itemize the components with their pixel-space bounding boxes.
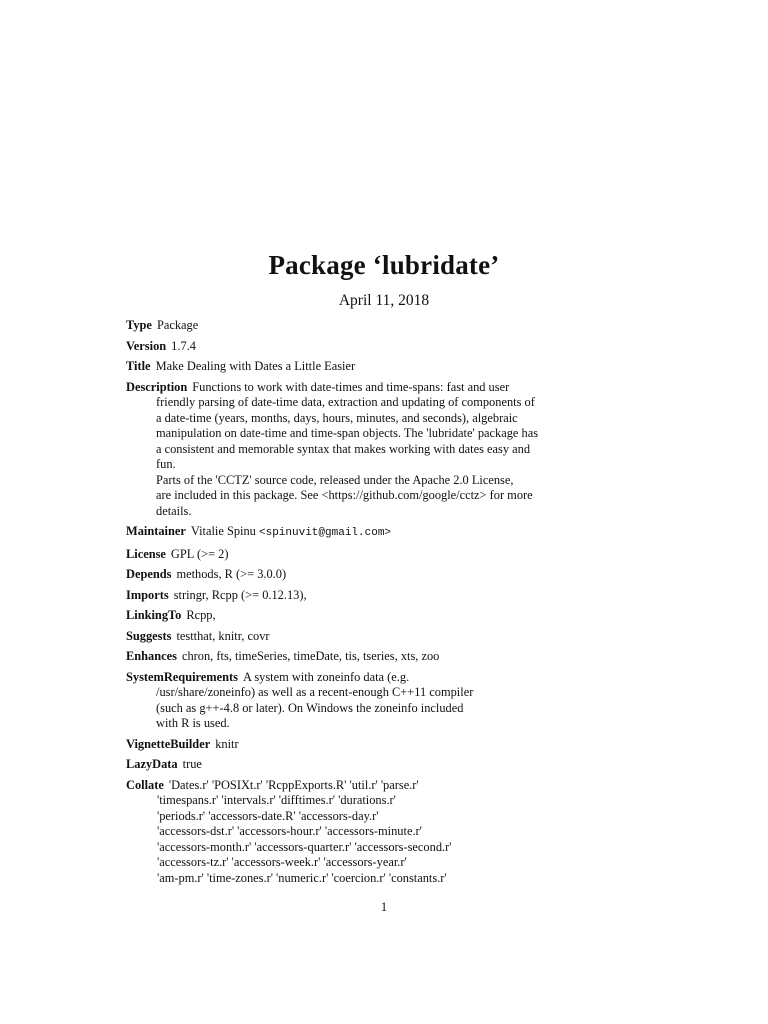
field-lazydata (126, 757, 556, 773)
field-key: LinkingTo (126, 608, 182, 622)
maintainer-email: <spinuvit@gmail.com> (259, 527, 392, 539)
field-value-line: manipulation on date-time and time-span objects. The 'lubridate' package has (156, 426, 539, 440)
field-key: LazyData (126, 757, 178, 771)
field-value-line: a date-time (years, months, days, hours, minutes, and seconds), algebraic (156, 410, 518, 425)
field-value-line: friendly parsing of date-time data, extraction and updating of components of (156, 395, 535, 409)
field-imports (126, 588, 556, 604)
field-key: Suggests (126, 628, 172, 643)
field-enhances (126, 649, 556, 665)
field-value: knitr (215, 736, 239, 751)
field-value-line: details. (156, 503, 192, 518)
field-value-line: 'am-pm.r' 'time-zones.r' 'numeric.r' 'coercion.r' 'constants.r' (157, 870, 447, 885)
field-depends (126, 567, 556, 583)
field-systemrequirements (126, 670, 556, 732)
page-number: 1 (380, 900, 388, 914)
field-value-line: are included in this package. See <https://github.com/google/cctz> for more (156, 488, 533, 502)
field-value: Make Dealing with Dates a Little Easier (155, 359, 356, 373)
field-type (126, 318, 556, 334)
field-license (126, 547, 556, 563)
field-key: Maintainer (126, 524, 186, 538)
field-key: SystemRequirements (126, 669, 238, 684)
field-collate (126, 778, 556, 887)
field-value-line: 'periods.r' 'accessors-date.R' 'accessors-day.r' (157, 808, 379, 823)
field-value: chron, fts, timeSeries, timeDate, tis, tseries, xts, zoo (181, 649, 440, 663)
field-key: License (126, 546, 166, 561)
field-value-line: /usr/share/zoneinfo) as well as a recent-enough C++11 compiler (156, 685, 474, 699)
field-key: Version (126, 338, 167, 353)
field-value-line: A system with zoneinfo data (e.g. (242, 669, 410, 684)
field-value-line: a consistent and memorable syntax that makes working with dates easy and (156, 441, 531, 456)
field-key: Title (126, 359, 151, 373)
field-key: Collate (126, 777, 164, 792)
field-value: Package (156, 318, 199, 332)
field-value: true (182, 757, 202, 771)
field-key: Imports (126, 587, 169, 602)
field-value: testthat, knitr, covr (176, 628, 270, 643)
field-linkingto (126, 608, 556, 624)
field-value-line: with R is used. (156, 716, 230, 730)
field-value-line: 'Dates.r' 'POSIXt.r' 'RcppExports.R' 'util.r' 'parse.r' (168, 777, 419, 792)
field-value: Rcpp, (186, 608, 216, 622)
maintainer-name: Vitalie Spinu (190, 524, 256, 538)
field-key: Type (126, 318, 152, 332)
field-key: Depends (126, 567, 172, 581)
field-key: VignetteBuilder (126, 736, 211, 751)
field-value: stringr, Rcpp (>= 0.12.13), (173, 587, 307, 602)
field-suggests (126, 629, 556, 645)
field-key: Enhances (126, 649, 177, 663)
field-description (126, 380, 556, 520)
field-maintainer (126, 524, 556, 542)
field-value-line: 'accessors-dst.r' 'accessors-hour.r' 'accessors-minute.r' (157, 824, 422, 838)
field-key: Description (126, 379, 188, 394)
field-value-line: 'accessors-tz.r' 'accessors-week.r' 'accessors-year.r' (157, 855, 407, 869)
field-value: 1.7.4 (171, 338, 196, 353)
field-value-line: Parts of the 'CCTZ' source code, released under the Apache 2.0 License, (156, 472, 514, 487)
field-value-line: fun. (156, 457, 176, 471)
field-value-line: Functions to work with date-times and time-spans: fast and user (192, 379, 510, 394)
package-date: April 11, 2018 (338, 292, 430, 309)
field-vignettebuilder (126, 737, 556, 753)
description-fields (126, 318, 556, 891)
field-value-line: (such as g++-4.8 or later). On Windows the zoneinfo included (156, 700, 464, 715)
field-value: methods, R (>= 3.0.0) (176, 567, 287, 581)
field-value-line: 'accessors-month.r' 'accessors-quarter.r' 'accessors-second.r' (157, 839, 452, 854)
field-version (126, 339, 556, 355)
field-value: GPL (>= 2) (170, 546, 229, 561)
field-title (126, 359, 556, 375)
package-title: Package ‘lubridate’ (268, 250, 500, 280)
field-value-line: 'timespans.r' 'intervals.r' 'difftimes.r' 'durations.r' (157, 793, 396, 807)
